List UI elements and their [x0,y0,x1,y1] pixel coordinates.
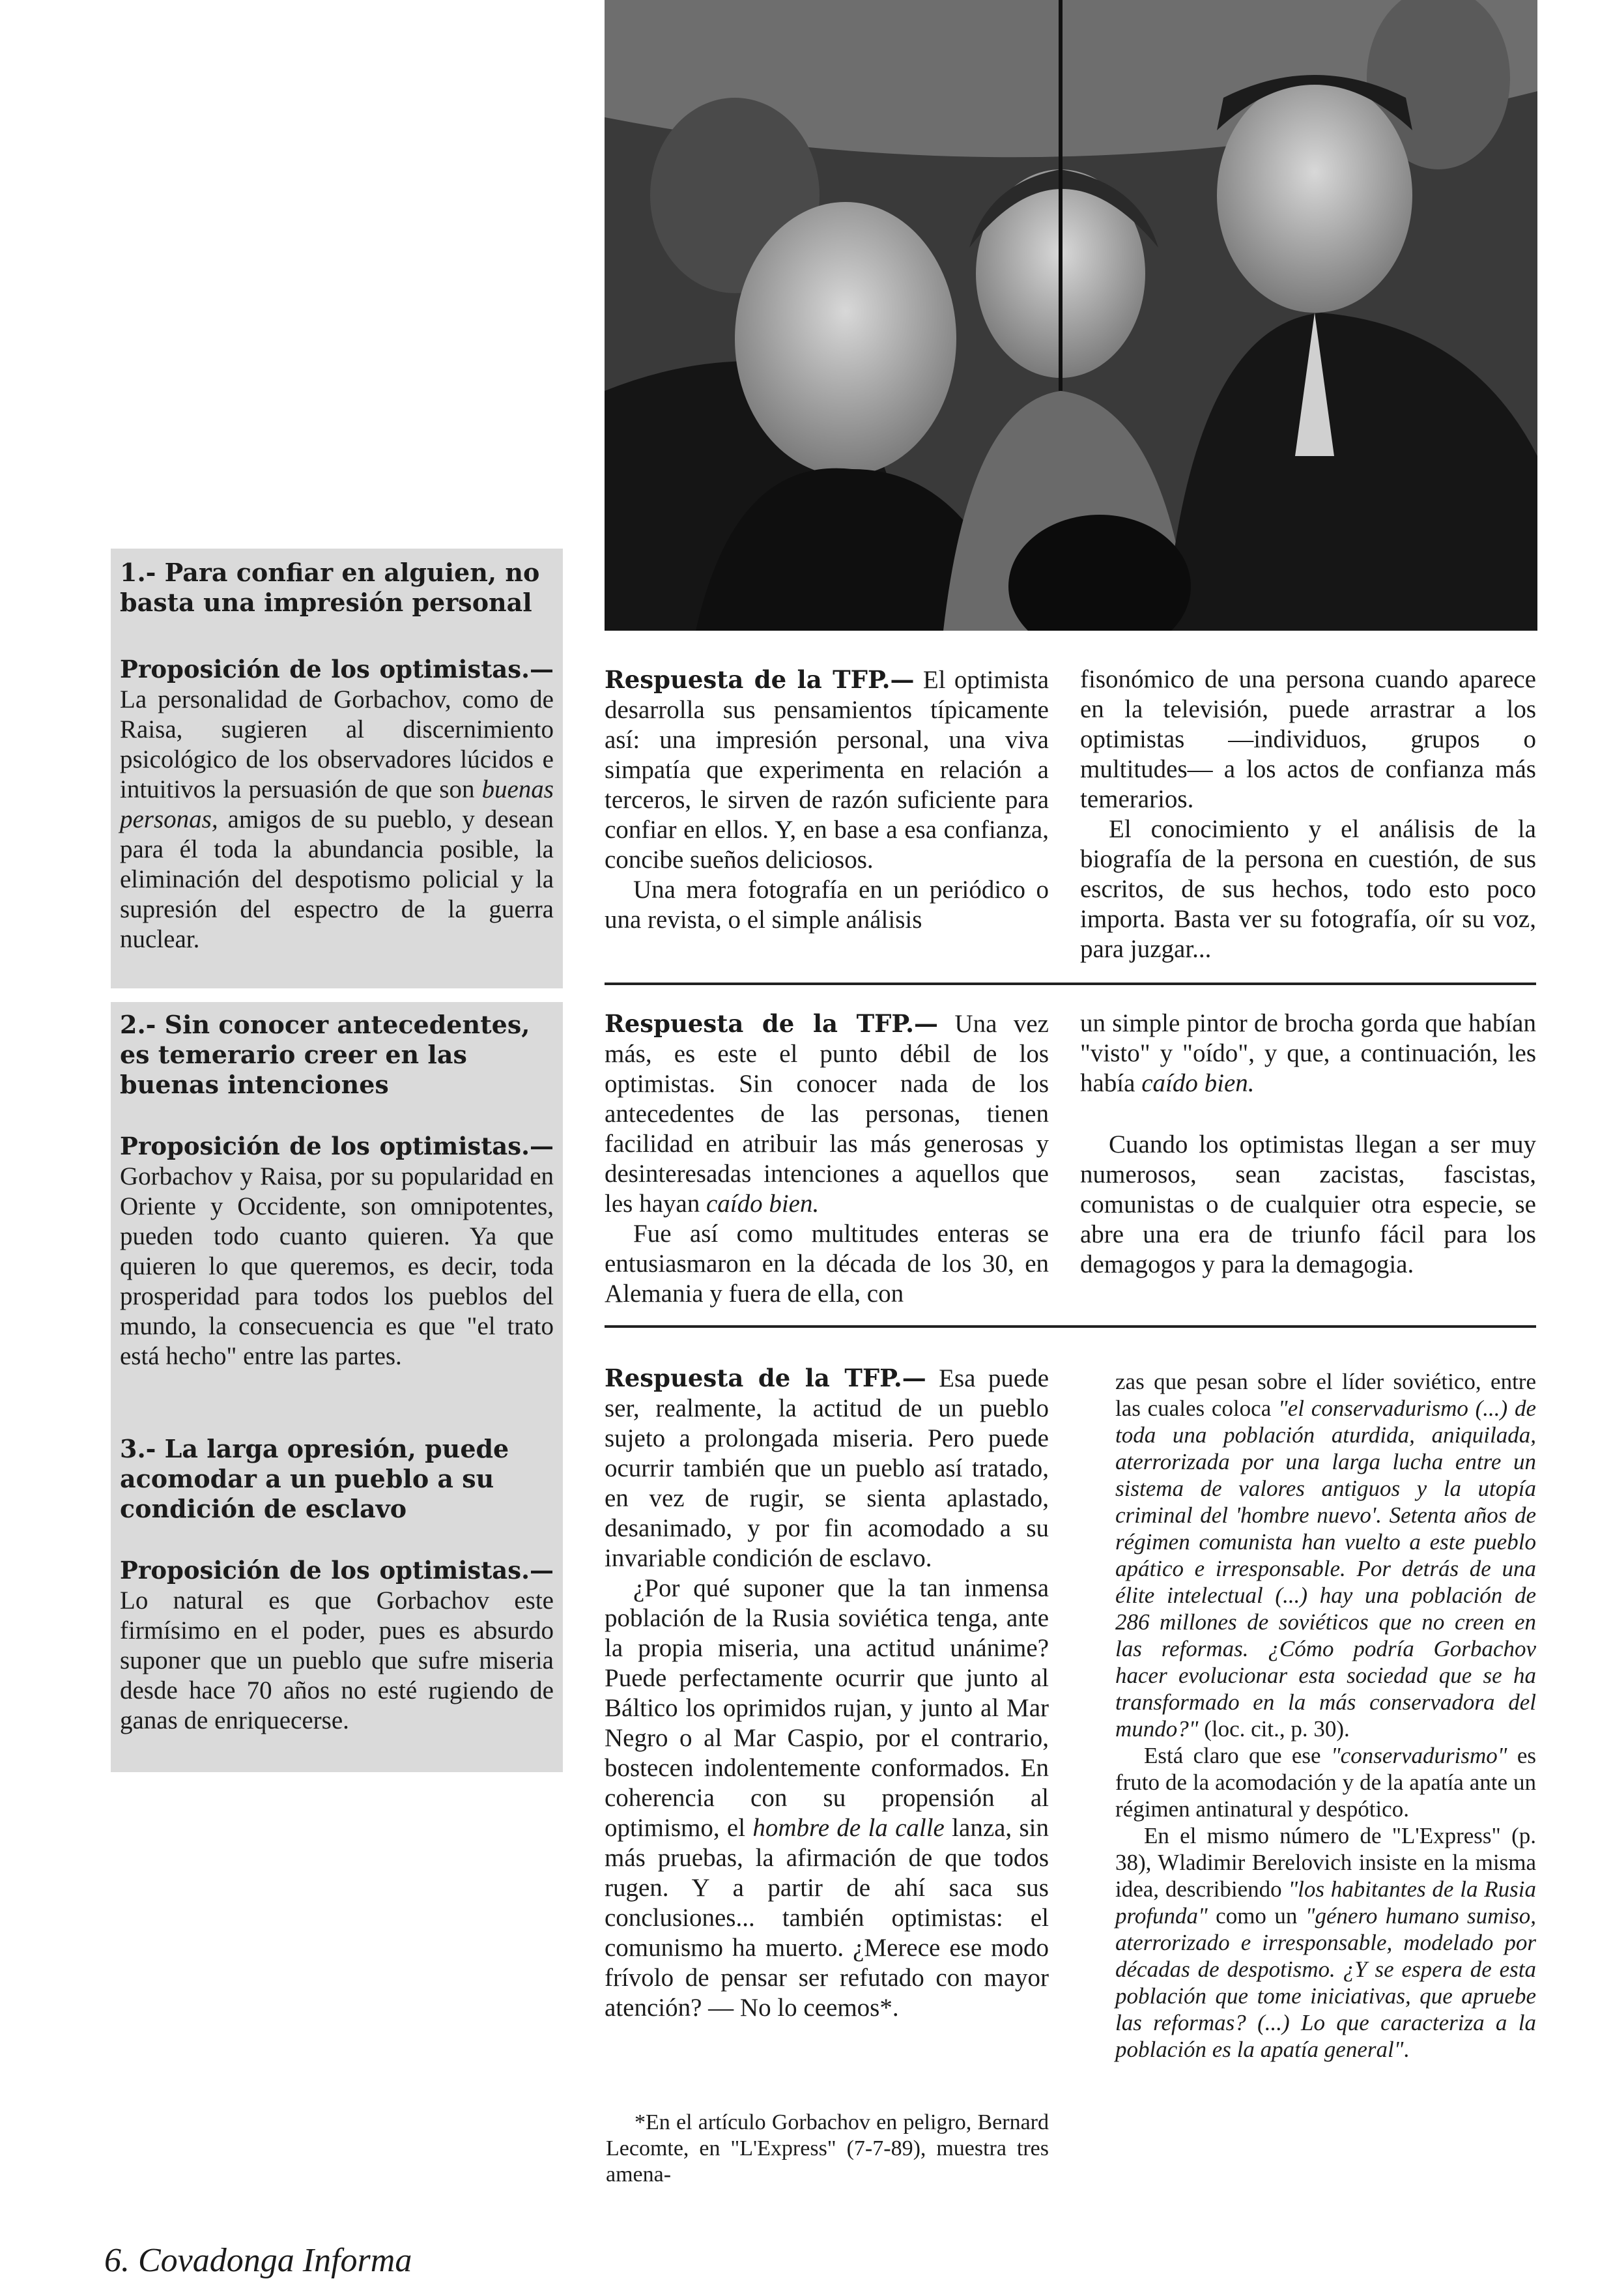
section-3-heading: 3.- La larga opresión, puede acomodar a un pueblo a su condición de esclavo [120,1434,509,1523]
divider-1 [605,983,1536,985]
divider-2 [605,1325,1536,1328]
page-footer: 6. Covadonga Informa [104,2242,412,2279]
sidebar-section-2-3 [111,1002,563,1772]
response-1-col-1: Respuesta de la TFP.— El optimista desarrolla sus pensamientos típicamente así: una impresión personal, una viva simpatía que experimenta en relación a terceros, le sirven de razón suficiente para confiar en ellos. Y, en base a esa confianza, concibe sueños deliciosos. Una mera fotografía en un periódico o una revista, o el simple análisis [605,665,1049,934]
section-2-heading: 2.- Sin conocer antecedentes, es temerario creer en las buenas intenciones [120,1010,530,1099]
response-3-col-2: zas que pesan sobre el líder soviético, entre las cuales coloca "el conservadurismo (...) de toda una población aturdida, aniquilada, aterrorizada por una larga lucha entre un sistema de valores antiguos y la utopía criminal del 'hombre nuevo'. Setenta años de régimen comunista han vuelto a este pueblo apático e irresponsable. Por detrás de una élite intelectual (...) hay una población de 286 millones de soviéticos que no creen en las reformas. ¿Cómo podría Gorbachov hacer evolucionar esta sociedad que se ha transformado en la más conservadora del mundo?" (loc. cit., p. 30). Está claro que ese "conservadurismo" es fruto de la acomodación y de la apatía ante un régimen antinatural y despótico. En el mismo número de "L'Express" (p. 38), Wladimir Berelovich insiste en la misma idea, describiendo "los habitantes de la Rusia profunda" como un "género humano sumiso, aterrorizado e irresponsable, modelado por décadas de despotismo. ¿Y se espera de esta población que tome iniciativas, que apruebe las reformas? (...) Lo que caracteriza a la población es la apatía general". [1115,1369,1537,2062]
photo-gorbachev-raisa-umbrella [605,0,1537,631]
response-2-col-2: un simple pintor de brocha gorda que habían "visto" y "oído", y que, a continuación, les había caído bien. Cuando los optimistas llegan a ser muy numerosos, sean zacistas, fascistas, comunistas o de cualquier otra especie, se abre una era de triunfo fácil para los demagogos y para la demagogia. [1080,1009,1536,1278]
sidebar-section-1 [111,549,563,988]
footnote: *En el artículo Gorbachov en peligro, Bernard Lecomte, en "L'Express" (7-7-89), muestra tres amena- [606,2110,1049,2187]
section-2-proposition: Proposición de los optimistas.— Gorbachov y Raisa, por su popularidad en Oriente y Occidente, son omnipotentes, pueden todo cuanto quieren. Ya que quieren lo que queremos, es decir, toda prosperidad para todos los pueblos del mundo, la consecuencia es que "el trato está hecho" entre las partes. [120,1132,554,1370]
section-1-proposition: Proposición de los optimistas.— La personalidad de Gorbachov, como de Raisa, sugieren al discernimiento psicológico de los observadores lúcidos e intuitivos la persuasión de que son buenas personas, amigos de su pueblo, y desean para él toda la abundancia posible, la eliminación del despotismo policial y la supresión del espectro de la guerra nuclear. [120,655,554,953]
response-1-col-2: fisonómico de una persona cuando aparece en la televisión, puede arrastrar a los optimistas —individuos, grupos o multitudes— a los actos de confianza más temerarios. El conocimiento y el análisis de la biografía de la persona en cuestión, de sus escritos, de sus hechos, todo esto poco importa. Basta ver su fotografía, oír su voz, para juzgar... [1080,665,1536,963]
section-3-proposition: Proposición de los optimistas.— Lo natural es que Gorbachov este firmísimo en el poder, pues es absurdo suponer que un pueblo que sufre miseria desde hace 70 años no esté rugiendo de ganas de enriquecerse. [120,1556,554,1734]
section-1-heading: 1.- Para confiar en alguien, no basta una impresión personal [120,558,540,617]
response-2-col-1: Respuesta de la TFP.— Una vez más, es este el punto débil de los optimistas. Sin conocer nada de los antecedentes de las personas, tienen facilidad en atribuir las más generosas y desinteresadas intenciones a aquellos que les hayan caído bien. Fue así como multitudes enteras se entusiasmaron en la década de los 30, en Alemania y fuera de ella, con [605,1009,1049,1308]
news-photo [605,0,1537,631]
response-3-col-1: Respuesta de la TFP.— Esa puede ser, realmente, la actitud de un pueblo sujeto a prolongada miseria. Pero puede ocurrir también que un pueblo así tratado, en vez de rugir, se sienta aplastado, desanimado, y por fin acomodado a su invariable condición de esclavo. ¿Por qué suponer que la tan inmensa población de la Rusia soviética tenga, ante la propia miseria, una actitud unánime? Puede perfectamente ocurrir que junto al Báltico los oprimidos rujan, y junto al Mar Negro o al Mar Caspio, por el contrario, bostecen indolentemente conformados. En coherencia con su propensión al optimismo, el hombre de la calle lanza, sin más pruebas, la afirmación de que todos rugen. Y a partir de ahí saca sus conclusiones... también optimistas: el comunismo ha muerto. ¿Merece ese modo frívolo de pensar ser refutado con mayor atención? — No lo ceemos*. [605,1364,1049,2022]
